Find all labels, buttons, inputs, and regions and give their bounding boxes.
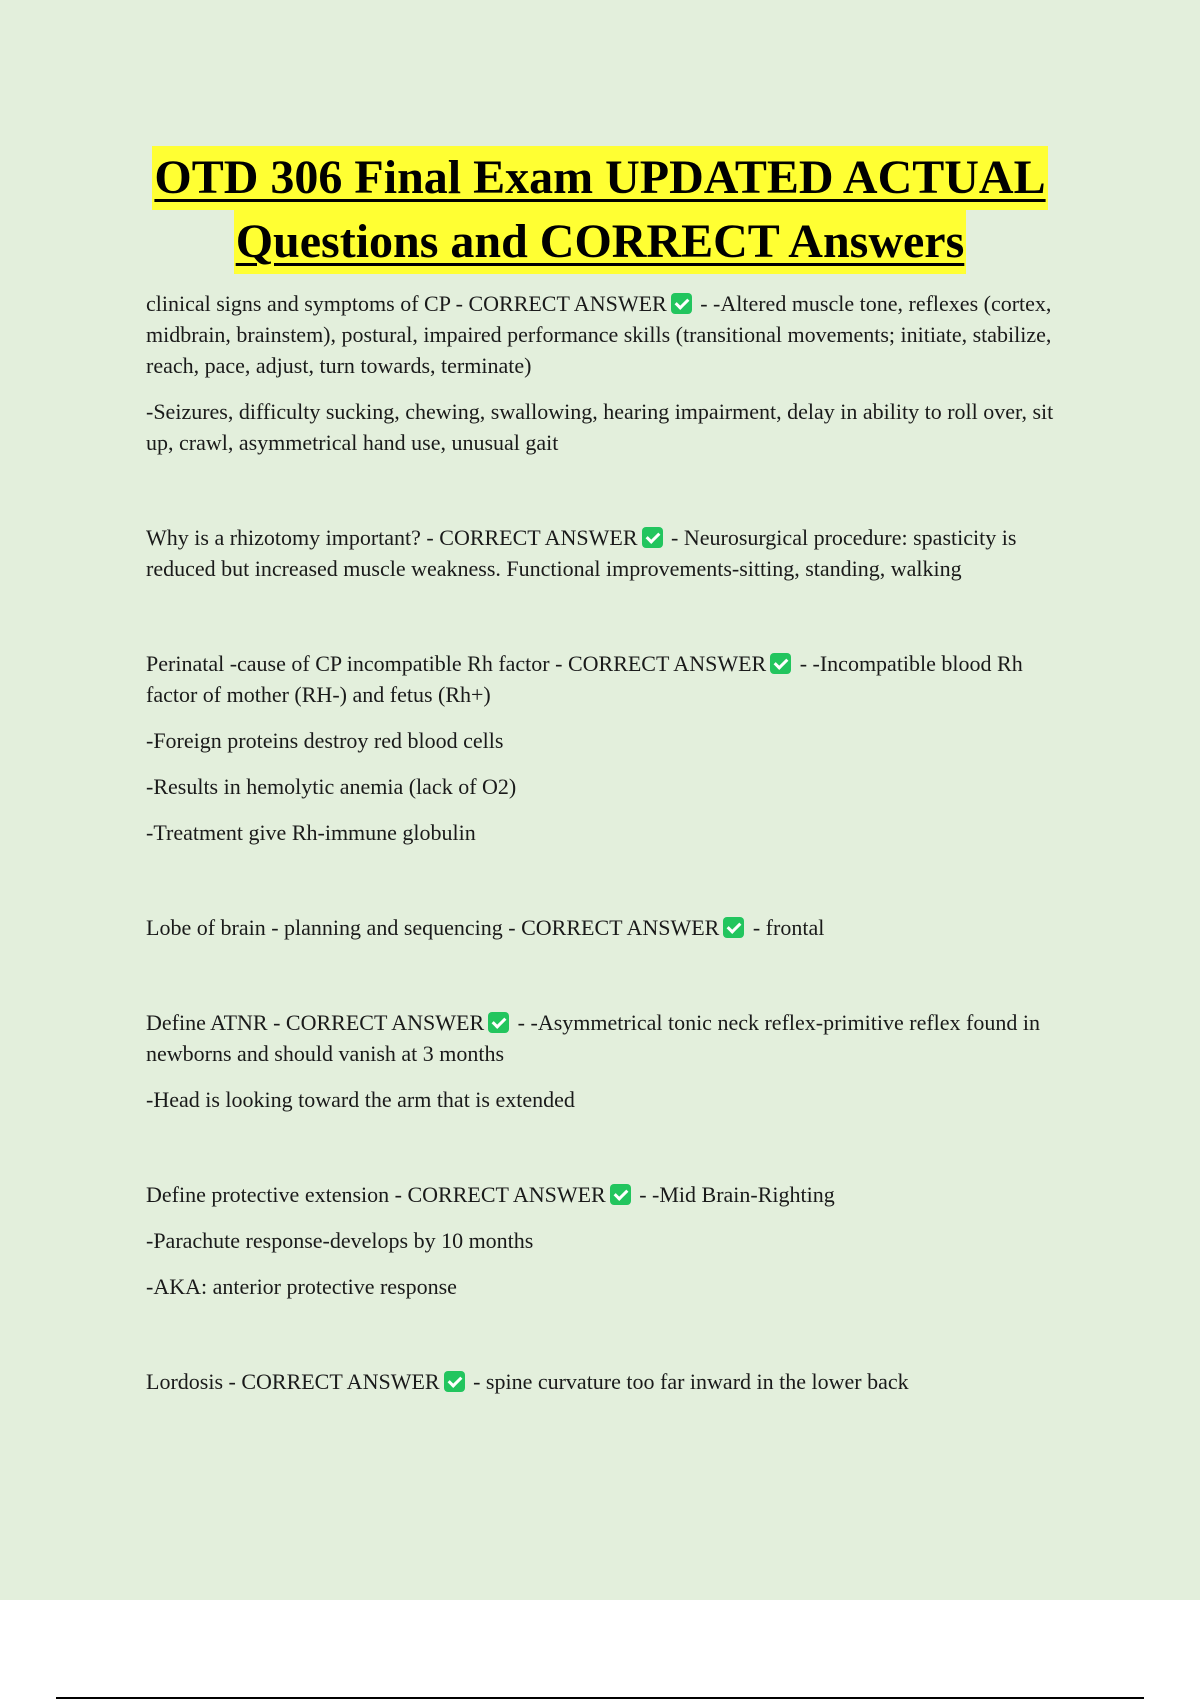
answer-detail-line: -AKA: anterior protective response	[146, 1274, 457, 1299]
answer-marker: CORRECT ANSWER	[439, 525, 638, 550]
question-text: Define ATNR -	[146, 1010, 286, 1035]
qa-first-paragraph	[146, 522, 1076, 584]
qa-list	[146, 288, 1076, 1461]
title-line-1: OTD 306 Final Exam UPDATED ACTUAL	[152, 146, 1047, 210]
answer-detail-line: -Head is looking toward the arm that is extended	[146, 1087, 575, 1112]
answer-marker: CORRECT ANSWER	[241, 1369, 440, 1394]
check-mark-icon	[671, 293, 692, 314]
answer-marker: CORRECT ANSWER	[468, 291, 667, 316]
title-line-2: Questions and CORRECT Answers	[234, 210, 967, 274]
qa-item	[146, 288, 1076, 458]
footer-rule	[56, 1697, 1144, 1699]
answer-detail-line: -Results in hemolytic anemia (lack of O2)	[146, 774, 517, 799]
qa-first-paragraph	[146, 1007, 1076, 1069]
question-text: Why is a rhizotomy important? -	[146, 525, 440, 550]
question-text: Lordosis -	[146, 1369, 242, 1394]
answer-marker: CORRECT ANSWER	[521, 915, 720, 940]
document-title	[0, 146, 1200, 274]
check-mark-icon	[723, 917, 744, 938]
check-mark-icon	[610, 1184, 631, 1205]
qa-item	[146, 1179, 1076, 1302]
qa-first-paragraph	[146, 912, 1076, 943]
qa-first-paragraph	[146, 1366, 1076, 1397]
qa-item	[146, 522, 1076, 584]
answer-marker: CORRECT ANSWER	[285, 1010, 485, 1035]
answer-detail-line: -Foreign proteins destroy red blood cells	[146, 728, 504, 753]
question-text: Lobe of brain - planning and sequencing -	[146, 915, 522, 940]
answer-text: - spine curvature too far inward in the lower back	[467, 1369, 909, 1394]
answer-marker: CORRECT ANSWER	[407, 1182, 606, 1207]
qa-first-paragraph	[146, 288, 1076, 381]
check-mark-icon	[770, 653, 791, 674]
answer-detail-line: -Parachute response-develops by 10 months	[146, 1228, 534, 1253]
check-mark-icon	[642, 527, 663, 548]
question-text: clinical signs and symptoms of CP -	[146, 291, 469, 316]
answer-text: - -Altered muscle tone, reflexes (cortex, midbrain, brainstem), postural, impaired performance skills (transitional movements; initiate, stabilize, reach, pace, adjust, turn towards, terminate)	[146, 291, 1052, 378]
question-text: Perinatal -cause of CP incompatible Rh factor -	[146, 651, 568, 676]
qa-item	[146, 1007, 1076, 1115]
check-mark-icon	[488, 1012, 509, 1033]
answer-detail-line: -Treatment give Rh-immune globulin	[146, 820, 476, 845]
qa-item	[146, 648, 1076, 848]
answer-detail-line: -Seizures, difficulty sucking, chewing, swallowing, hearing impairment, delay in ability to roll over, sit up, crawl, asymmetrical hand use, unusual gait	[146, 399, 1054, 455]
question-text: Define protective extension -	[146, 1182, 408, 1207]
answer-text: - -Asymmetrical tonic neck reflex-primitive reflex found in newborns and should vanish at 3 months	[146, 1010, 1040, 1066]
check-mark-icon	[444, 1371, 465, 1392]
qa-item	[146, 912, 1076, 943]
answer-text: - Neurosurgical procedure: spasticity is reduced but increased muscle weakness. Functional improvements-sitting, standing, walking	[146, 525, 1017, 581]
answer-text: - frontal	[747, 915, 825, 940]
answer-text: - -Incompatible blood Rh factor of mother (RH-) and fetus (Rh+)	[146, 651, 1023, 707]
qa-item	[146, 1366, 1076, 1397]
qa-first-paragraph	[146, 1179, 1076, 1210]
answer-marker: CORRECT ANSWER	[567, 651, 767, 676]
qa-first-paragraph	[146, 648, 1076, 710]
answer-text: - -Mid Brain-Righting	[633, 1182, 835, 1207]
